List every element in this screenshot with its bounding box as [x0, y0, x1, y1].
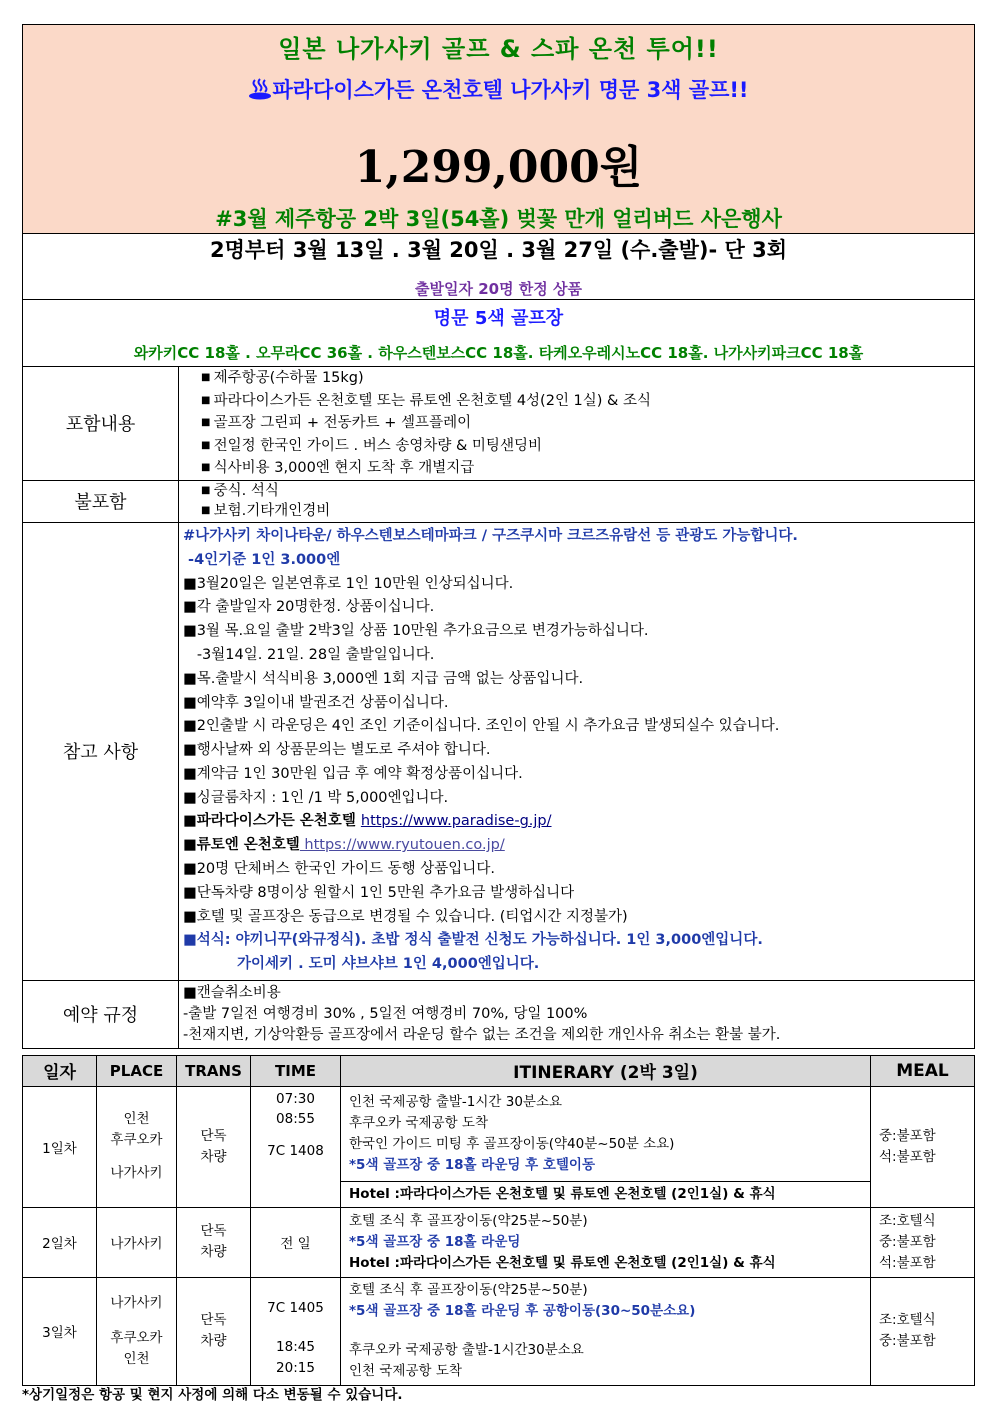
- time-line: 08:55: [276, 1110, 315, 1127]
- meal-line: 석:불포함: [879, 1148, 936, 1165]
- footer-note: *상기일정은 항공 및 현지 사정에 의해 다소 변동될 수 있습니다.: [22, 1387, 403, 1403]
- golf-courses: [23, 300, 975, 367]
- meal-cell: [871, 1207, 975, 1277]
- tour-note: #나가사키 차이나타운/ 하우스텐보스테마파크 / 구즈쿠시마 크르즈유람선 등 관광도 가능합니다.: [183, 527, 798, 544]
- place-spacer: [97, 1151, 176, 1163]
- col-meal: MEAL: [871, 1055, 975, 1086]
- meal-cell: [871, 1277, 975, 1385]
- desc-line: 인천 국제공항 출발-1시간 30분소요: [349, 1093, 563, 1110]
- hot-spring-icon: [248, 78, 272, 105]
- note-item: ■계약금 1인 30만원 입금 후 예약 확정상품이십니다.: [183, 765, 523, 782]
- table-row: [23, 1277, 975, 1385]
- note-item: ■3월20일은 일본연휴로 1인 10만원 인상되십니다.: [183, 575, 514, 592]
- time-spacer: [251, 1129, 340, 1141]
- excluded-label: 불포함: [23, 480, 179, 522]
- itinerary-header-row: [23, 1055, 975, 1086]
- tour-subtitle: [23, 74, 974, 105]
- place-line: 나가사키: [110, 1165, 163, 1181]
- time-line: 7C 1408: [267, 1142, 324, 1159]
- limit-line: 출발일자 20명 한정 상품: [415, 280, 582, 298]
- note-item: ■20명 단체버스 한국인 가이드 동행 상품입니다.: [183, 861, 495, 878]
- info-table: [22, 24, 975, 1049]
- time-line: 07:30: [276, 1090, 315, 1107]
- note-item: ■단독차량 8명이상 원할시 1인 5만원 추가요금 발생하십니다: [183, 884, 575, 901]
- col-time: TIME: [251, 1055, 341, 1086]
- reservation-item: -출발 7일전 여행경비 30% , 5일전 여행경비 70%, 당일 100%: [183, 1005, 588, 1022]
- time-line: 20:15: [276, 1359, 315, 1376]
- trans-cell: [177, 1086, 251, 1207]
- note-item: ■행사날짜 외 상품문의는 별도로 주셔야 합니다.: [183, 742, 491, 759]
- dates-line: 2명부터 3월 13일 . 3월 20일 . 3월 27일 (수.출발)- 단 3회: [210, 238, 787, 262]
- included-list: [179, 367, 975, 481]
- place-cell: [97, 1277, 177, 1385]
- desc-line: 인천 국제공항 도착: [349, 1363, 462, 1379]
- desc-line: 호텔 조식 후 골프장이동(약25분~50분): [349, 1212, 588, 1229]
- col-trans: TRANS: [177, 1055, 251, 1086]
- hotel2-label: ■류토엔 온천호텔: [183, 837, 300, 854]
- hotel1-link[interactable]: https://www.paradise-g.jp/: [360, 813, 552, 830]
- note-item: ■예약후 3일이내 발권조건 상품이십니다.: [183, 694, 449, 711]
- desc-highlight: *5색 골프장 중 18홀 라운딩 후 공항이동(30~50분소요): [349, 1303, 696, 1319]
- departure-dates: [23, 234, 975, 300]
- time-line: 18:45: [276, 1338, 315, 1355]
- desc-highlight: *5색 골프장 중 18홀 라운딩: [349, 1233, 521, 1250]
- note-item: ■호텔 및 골프장은 동급으로 변경될 수 있습니다. (티업시간 지정불가): [183, 908, 628, 925]
- trans-line: 차량: [200, 1244, 227, 1260]
- excluded-item: ■ 보험.기타개인경비: [201, 501, 974, 521]
- meal-cell: [871, 1086, 975, 1207]
- note-item: ■3월 목.요일 출발 2박3일 상품 10만원 추가요금으로 변경가능하십니다.: [183, 623, 649, 640]
- table-row: [23, 1207, 975, 1277]
- note-item: ■각 출발일자 20명한정. 상품이십니다.: [183, 599, 435, 616]
- meal-line: 중:불포함: [879, 1127, 936, 1144]
- included-item: ■ 파라다이스가든 온천호텔 또는 류토엔 온천호텔 4성(2인 1실) & 조식: [201, 390, 974, 413]
- place-spacer: [97, 1314, 176, 1328]
- dinner-note: ■석식: 야끼니꾸(와규정식). 초밥 정식 출발전 신청도 가능하십니다. 1인 3,000엔입니다.: [183, 932, 763, 949]
- meal-line: 석:불포함: [879, 1254, 936, 1271]
- golf-list: 와카키CC 18홀 . 오무라CC 36홀 . 하우스텐보스CC 18홀. 타케오우레시노CC 18홀. 나가사키파크CC 18홀: [133, 343, 864, 362]
- hotel2-link[interactable]: https://www.ryutouen.co.jp/: [299, 837, 505, 854]
- included-item: ■ 골프장 그린피 + 전동카트 + 셀프플레이: [201, 412, 974, 435]
- trans-cell: [177, 1207, 251, 1277]
- notes-label: 참고 사항: [23, 522, 179, 980]
- col-itinerary: ITINERARY (2박 3일): [341, 1055, 871, 1086]
- day-cell: 3일차: [23, 1277, 97, 1385]
- note-item: ■2인출발 시 라운딩은 4인 조인 기준이십니다. 조인이 안될 시 추가요금 발생되실수 있습니다.: [183, 718, 780, 735]
- reservation-label: 예약 규정: [23, 980, 179, 1048]
- subtitle-text: 파라다이스가든 온천호텔 나가사키 명문 3색 골프!!: [272, 78, 749, 102]
- hotel1-label: ■파라다이스가든 온천호텔: [183, 813, 361, 830]
- time-line: 7C 1405: [267, 1299, 324, 1316]
- reservation-rules: [179, 980, 975, 1048]
- place-line: 후쿠오카: [110, 1329, 163, 1346]
- tour-price: 1,299,000원: [354, 142, 643, 193]
- note-item: -3월14일. 21일. 28일 출발일입니다.: [183, 646, 435, 663]
- trans-cell: [177, 1277, 251, 1385]
- included-item: ■ 식사비용 3,000엔 현지 도착 후 개별지급: [201, 457, 974, 480]
- meal-line: 중:불포함: [879, 1333, 936, 1349]
- dinner-note-2: 가이세키 . 도미 샤브샤브 1인 4,000엔입니다.: [237, 956, 540, 973]
- itinerary-table: [22, 1055, 975, 1386]
- hotel-line: Hotel :파라다이스가든 온천호텔 및 류토엔 온천호텔 (2인1실) & 휴식: [341, 1181, 871, 1207]
- desc-line: 호텔 조식 후 골프장이동(약25분~50분): [349, 1282, 588, 1298]
- tour-title: 일본 나가사키 골프 & 스파 온천 투어!!: [278, 35, 719, 63]
- meal-line: 조:호텔식: [879, 1212, 936, 1229]
- tour-flyer: [22, 24, 975, 1386]
- reservation-item: -천재지변, 기상악환등 골프장에서 라운딩 할수 없는 조건을 제외한 개인사유 취소는 환불 불가.: [183, 1026, 781, 1043]
- reservation-item: ■캔슬취소비용: [183, 984, 281, 1001]
- place-line: 인천: [123, 1350, 150, 1367]
- desc-spacer: [349, 1322, 870, 1340]
- meal-line: 조:호텔식: [879, 1312, 936, 1328]
- place-cell: 나가사키: [97, 1207, 177, 1277]
- hotel-line: Hotel :파라다이스가든 온천호텔 및 류토엔 온천호텔 (2인1실) & 휴식: [349, 1254, 776, 1271]
- tour-price-note: -4인기준 1인 3.000엔: [183, 551, 341, 568]
- promo-text: #3월 제주항공 2박 3일(54홀) 벚꽃 만개 얼리버드 사은행사: [215, 207, 782, 231]
- itinerary-desc: [341, 1086, 871, 1181]
- hotel2-note: [183, 834, 974, 858]
- desc-highlight: *5색 골프장 중 18홀 라운딩 후 호텔이동: [349, 1156, 596, 1173]
- place-line: 후쿠오카: [110, 1132, 163, 1148]
- header-banner: [23, 25, 975, 234]
- note-item: ■싱글룸차지 : 1인 /1 박 5,000엔입니다.: [183, 789, 449, 806]
- notes-list: [179, 522, 975, 980]
- trans-line: 단독: [200, 1127, 227, 1144]
- included-item: ■ 전일정 한국인 가이드 . 버스 송영차량 & 미팅샌딩비: [201, 435, 974, 458]
- desc-line: 한국인 가이드 미팅 후 골프장이동(약40분~50분 소요): [349, 1135, 675, 1152]
- col-day: 일자: [23, 1055, 97, 1086]
- place-cell: [97, 1086, 177, 1207]
- day-cell: 2일차: [23, 1207, 97, 1277]
- time-spacer: [251, 1319, 340, 1337]
- trans-line: 차량: [200, 1333, 227, 1349]
- time-cell: 전 일: [251, 1207, 341, 1277]
- excluded-item: ■ 중식. 석식: [201, 481, 974, 501]
- included-item: ■ 제주항공(수하물 15kg): [201, 367, 974, 390]
- meal-line: 중:불포함: [879, 1233, 936, 1250]
- place-line: 인천: [123, 1111, 150, 1127]
- time-cell: [251, 1086, 341, 1207]
- desc-line: 후쿠오카 국제공항 도착: [349, 1114, 488, 1131]
- hotel1-note: [183, 810, 974, 834]
- note-item: ■목.출발시 석식비용 3,000엔 1회 지급 금액 없는 상품입니다.: [183, 670, 584, 687]
- itinerary-desc: [341, 1277, 871, 1385]
- trans-line: 단독: [200, 1223, 227, 1239]
- place-line: 나가사키: [110, 1294, 163, 1311]
- table-row: [23, 1086, 975, 1181]
- desc-line: 후쿠오카 국제공항 출발-1시간30분소요: [349, 1342, 584, 1358]
- time-cell: [251, 1277, 341, 1385]
- included-label: 포함내용: [23, 367, 179, 481]
- golf-title: 명문 5색 골프장: [433, 307, 564, 329]
- excluded-list: [179, 480, 975, 522]
- day-cell: 1일차: [23, 1086, 97, 1207]
- itinerary-desc: [341, 1207, 871, 1277]
- trans-line: 단독: [200, 1312, 227, 1328]
- trans-line: 차량: [200, 1148, 227, 1165]
- col-place: PLACE: [97, 1055, 177, 1086]
